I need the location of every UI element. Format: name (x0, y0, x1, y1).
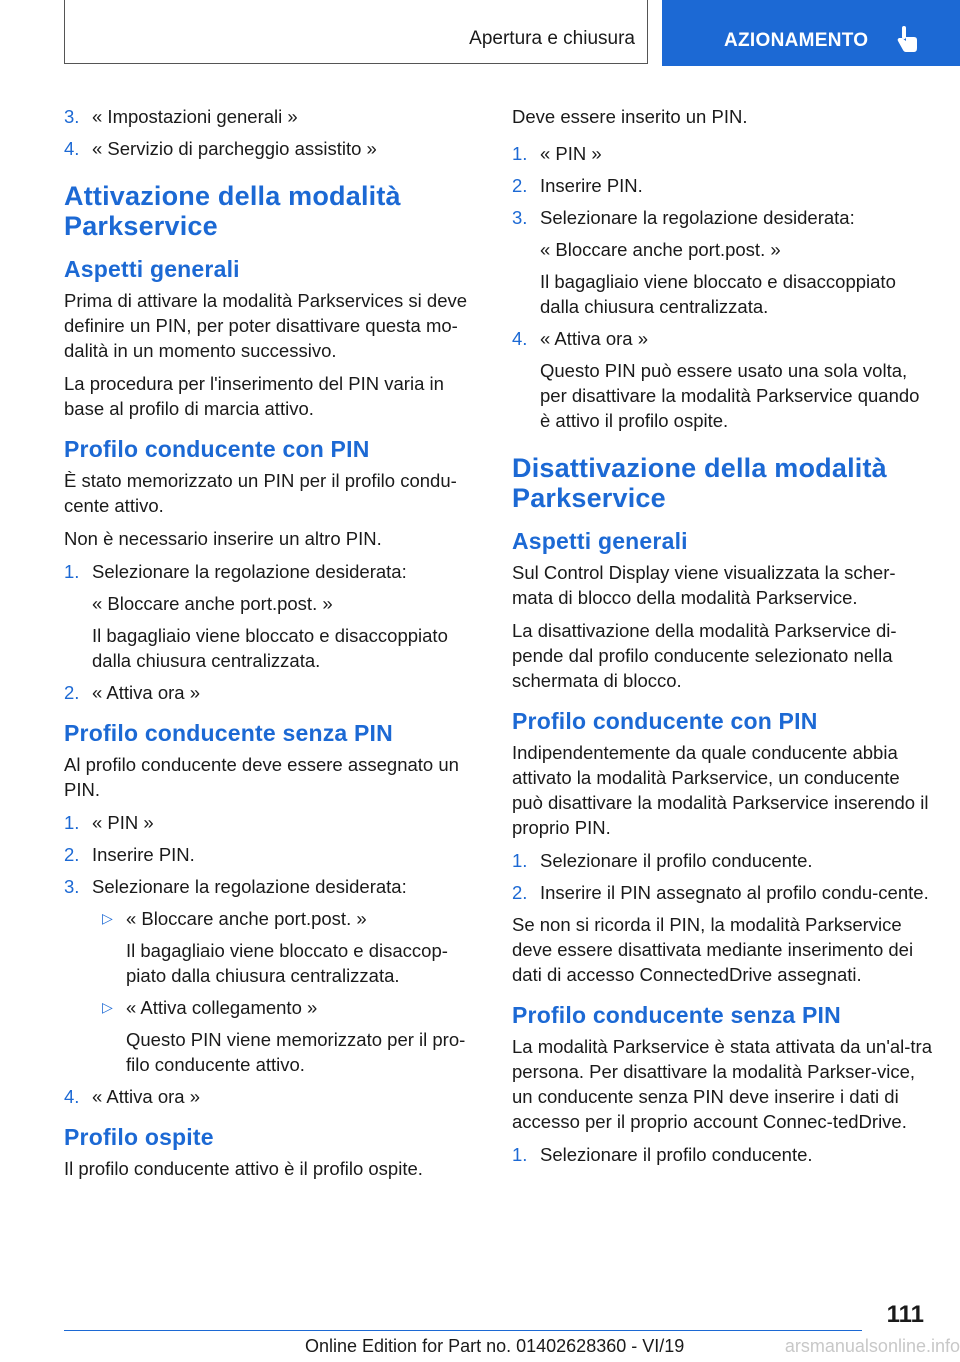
list-item: 1. « PIN » (512, 143, 602, 164)
watermark: arsmanualsonline.info (784, 1336, 960, 1356)
list-item: 3. Selezionare la regolazione desiderata: (512, 207, 855, 228)
chapter-tab-label: AZIONAMENTO (724, 30, 869, 51)
paragraph: Se non si ricorda il PIN, la modalità Parkservice deve essere disattivata mediante inserimento dei dati di accesso ConnectedDrive assegnati. (512, 914, 914, 985)
list-item: 1. Selezionare il profilo conducente. (512, 1144, 813, 1165)
list-item: 4. « Servizio di parcheggio assistito » (64, 138, 377, 159)
bullet-item-sub: Il bagagliaio viene bloccato e disaccop‐piato dalla chiusura centralizzata. (126, 940, 448, 986)
paragraph: Sul Control Display viene visualizzata la scher‐mata di blocco della modalità Parkservice. (512, 562, 896, 608)
heading-guest: Profilo ospite (64, 1124, 214, 1150)
list-item: 1. « PIN » (64, 812, 154, 833)
paragraph: È stato memorizzato un PIN per il profilo condu‐cente attivo. (64, 470, 457, 516)
list-item-sub: « Bloccare anche port.post. » (540, 239, 781, 260)
paragraph: Il profilo conducente attivo è il profilo ospite. (64, 1158, 423, 1179)
heading-with-pin: Profilo conducente con PIN (64, 436, 370, 462)
list-item: 2. « Attiva ora » (64, 682, 200, 703)
list-item-sub: Il bagagliaio viene bloccato e disaccoppiato dalla chiusura centralizzata. (92, 625, 448, 671)
right-column (512, 104, 932, 1174)
list-item: 1. Selezionare la regolazione desiderata: (64, 561, 407, 582)
heading-activation: Attivazione della modalità Parkservice (64, 181, 401, 241)
hand-pointer-icon (896, 26, 918, 52)
heading-general: Aspetti generali (64, 256, 240, 282)
heading-without-pin: Profilo conducente senza PIN (64, 720, 393, 746)
list-item: 3. Selezionare la regolazione desiderata: (64, 876, 407, 897)
list-item: 1. Selezionare il profilo conducente. (512, 850, 813, 871)
section-title: Apertura e chiusura (469, 28, 635, 49)
paragraph: La procedura per l'inserimento del PIN varia in base al profilo di marcia attivo. (64, 373, 444, 419)
paragraph: Indipendentemente da quale conducente abbia attivato la modalità Parkservice, un conducente può disattivare la modalità Parkservice inserendo il proprio PIN. (512, 742, 929, 838)
heading-without-pin: Profilo conducente senza PIN (512, 1002, 841, 1028)
list-item: 3. « Impostazioni generali » (64, 106, 298, 127)
list-item: 4. « Attiva ora » (64, 1086, 200, 1107)
paragraph: Deve essere inserito un PIN. (512, 106, 748, 127)
paragraph: Al profilo conducente deve essere assegnato un PIN. (64, 754, 459, 800)
triangle-bullet-icon: ▷ (102, 999, 113, 1015)
heading-general: Aspetti generali (512, 528, 688, 554)
paragraph: La modalità Parkservice è stata attivata da un'al‐tra persona. Per disattivare la modalità Parkser‐vice, un conducente senza PIN deve inserire i dati di accesso per il proprio account Connec‐tedDrive. (512, 1036, 932, 1132)
left-column (64, 104, 476, 1189)
page-number: 111 (886, 1301, 924, 1328)
list-item: 4. « Attiva ora » (512, 328, 648, 349)
list-item-sub: Questo PIN può essere usato una sola volta, per disattivare la modalità Parkservice quando è attivo il profilo ospite. (540, 360, 920, 431)
bullet-item: ▷ « Bloccare anche port.post. » (92, 906, 476, 931)
footer-edition: Online Edition for Part no. 01402628360 - VI/19 (305, 1336, 685, 1356)
bullet-item-sub: Questo PIN viene memorizzato per il pro‐filo conducente attivo. (126, 1029, 466, 1075)
list-item-sub: Il bagagliaio viene bloccato e disaccoppiato dalla chiusura centralizzata. (540, 271, 896, 317)
list-item-sub: « Bloccare anche port.post. » (92, 593, 333, 614)
heading-with-pin: Profilo conducente con PIN (512, 708, 818, 734)
heading-deactivation: Disattivazione della modalità Parkservice (512, 453, 887, 513)
paragraph: Prima di attivare la modalità Parkservices si deve definire un PIN, per poter disattivare questa mo‐dalità in un momento successivo. (64, 290, 468, 361)
header-section-box (64, 0, 648, 64)
paragraph: Non è necessario inserire un altro PIN. (64, 528, 382, 549)
list-item: 2. Inserire PIN. (64, 844, 195, 865)
triangle-bullet-icon: ▷ (102, 910, 113, 926)
paragraph: La disattivazione della modalità Parkservice di‐pende dal profilo conducente selezionato nella schermata di blocco. (512, 620, 897, 691)
chapter-tab (662, 0, 960, 66)
bullet-item: ▷ « Attiva collegamento » (92, 995, 476, 1020)
list-item: 2. Inserire PIN. (512, 175, 643, 196)
list-item: 2. Inserire il PIN assegnato al profilo condu‐cente. (512, 882, 929, 903)
footer-rule (64, 1330, 862, 1331)
